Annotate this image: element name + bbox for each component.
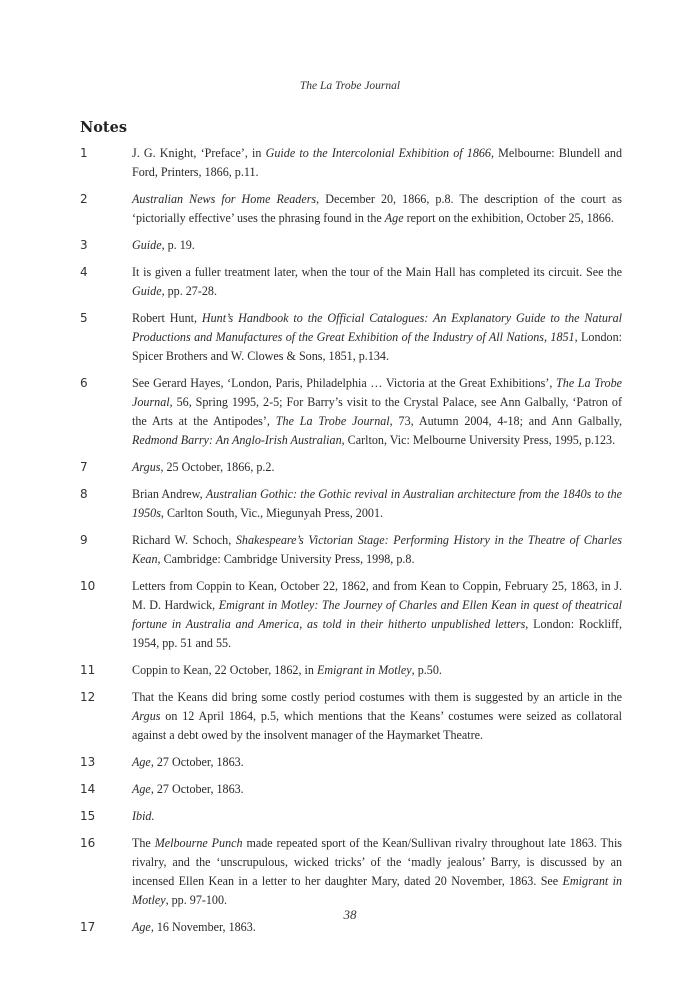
note-text-italic: The La Trobe Journal bbox=[275, 414, 390, 428]
note-number: 3 bbox=[80, 238, 88, 252]
note-text-span: , Melbourne: Blundell and Ford, Printers, 1866, p.11. bbox=[132, 146, 622, 179]
note-text-span: See Gerard Hayes, ‘London, Paris, Philadelphia … Victoria at the Great Exhibitions’, bbox=[132, 376, 557, 390]
note-text bbox=[132, 263, 622, 301]
note-number: 10 bbox=[80, 579, 96, 593]
note-text bbox=[132, 753, 622, 772]
note-text-italic: The La Trobe Journal bbox=[132, 376, 622, 409]
note-number: 4 bbox=[80, 265, 88, 279]
note-text-span: , December 20, 1866, p.8. The description of the court as ‘pictorially effective’ uses the phrasing found in the bbox=[132, 192, 622, 225]
note-text-span: , Carlton, Vic: Melbourne University Press, 1995, p.123. bbox=[341, 433, 616, 447]
page-number: 38 bbox=[343, 907, 357, 922]
note-number: 11 bbox=[80, 663, 96, 677]
note-number: 7 bbox=[80, 460, 88, 474]
note-item bbox=[80, 661, 622, 680]
note-text-italic: Age bbox=[384, 211, 404, 225]
note-text-italic: Argus bbox=[132, 460, 161, 474]
note-text-span: The bbox=[132, 836, 155, 850]
note-text-span: , pp. 27-28. bbox=[161, 284, 217, 298]
note-text-span: made repeated sport of the Kean/Sullivan rivalry throughout late 1863. This rivalry, and the ‘unscrupulous, wicked tricks’ of the ‘madly jealous’ Barry, is discussed by an incensed Ellen Kean in a letter to her daughter Mary, dated 20 November, 1863. See bbox=[132, 836, 623, 888]
note-number: 17 bbox=[80, 920, 96, 934]
note-item bbox=[80, 531, 622, 569]
note-number: 13 bbox=[80, 755, 96, 769]
note-text-span: , London: Rockliff, 1954, pp. 51 and 55. bbox=[132, 617, 622, 650]
note-text bbox=[132, 531, 622, 569]
notes-list bbox=[80, 144, 622, 945]
note-text bbox=[132, 577, 622, 653]
note-text-span: That the Keans did bring some costly period costumes with them is suggested by an article in the bbox=[132, 690, 622, 704]
note-item bbox=[80, 190, 622, 228]
note-item bbox=[80, 688, 622, 745]
note-text bbox=[132, 190, 622, 228]
note-item bbox=[80, 807, 622, 826]
note-text-span: on 12 April 1864, p.5, which mentions that the Keans’ costumes were seized as collatoral against a debt owed by the insolvent manager of the Haymarket Theatre. bbox=[132, 709, 622, 742]
note-item bbox=[80, 780, 622, 799]
note-item bbox=[80, 144, 622, 182]
note-text-italic: Guide bbox=[132, 238, 162, 252]
note-text-span: Coppin to Kean, 22 October, 1862, in bbox=[132, 663, 317, 677]
note-text-span: , p. 19. bbox=[161, 238, 195, 252]
notes-heading: Notes bbox=[80, 119, 128, 136]
note-text-italic: Guide to the Intercolonial Exhibition of 1866 bbox=[265, 146, 491, 160]
note-text-span: , 27 October, 1863. bbox=[150, 782, 244, 796]
note-item bbox=[80, 485, 622, 523]
note-number: 2 bbox=[80, 192, 88, 206]
note-number: 12 bbox=[80, 690, 96, 704]
note-text-span: , London: Spicer Brothers and W. Clowes & Sons, 1851, p.134. bbox=[132, 330, 623, 363]
note-item bbox=[80, 263, 622, 301]
note-text-span: , Cambridge: Cambridge University Press, 1998, p.8. bbox=[157, 552, 415, 566]
note-text-italic: Emigrant in Motley: The Journey of Charles and Ellen Kean in quest of theatrical fortune in Australia and America, as told in their hitherto unpublished letters bbox=[132, 598, 622, 631]
note-text-span: , Carlton South, Vic., Miegunyah Press, 2001. bbox=[160, 506, 384, 520]
note-text-italic: Age bbox=[132, 782, 151, 796]
note-text-italic: Age bbox=[132, 920, 151, 934]
note-text-italic: Emigrant in Motley bbox=[316, 663, 412, 677]
note-text-italic: Shakespeare’s Victorian Stage: Performing History in the Theatre of Charles Kean bbox=[132, 533, 622, 566]
note-text-span: It is given a fuller treatment later, when the tour of the Main Hall has completed its circuit. See the bbox=[132, 265, 622, 279]
note-text-span: Letters from Coppin to Kean, October 22, 1862, and from Kean to Coppin, February 25, 1863, in J. M. D. Hardwick, bbox=[132, 579, 622, 612]
note-text bbox=[132, 374, 622, 450]
note-text-italic: Guide bbox=[132, 284, 162, 298]
note-item bbox=[80, 753, 622, 772]
note-text-italic: Ibid. bbox=[132, 809, 155, 823]
note-number: 1 bbox=[80, 146, 88, 160]
note-text-span: , 27 October, 1863. bbox=[150, 755, 244, 769]
note-text-span: J. G. Knight, ‘Preface’, in bbox=[132, 146, 266, 160]
note-item bbox=[80, 458, 622, 477]
note-text-italic: Argus bbox=[132, 709, 161, 723]
note-number: 15 bbox=[80, 809, 96, 823]
note-item bbox=[80, 834, 622, 910]
note-text-italic: Age bbox=[132, 755, 151, 769]
note-text-span: , 56, Spring 1995, 2-5; For Barry’s visit to the Crystal Palace, see Ann Galbally, ‘Patron of the Arts at the Antipodes’, bbox=[132, 395, 622, 428]
note-text bbox=[132, 688, 622, 745]
note-text bbox=[132, 485, 622, 523]
note-text-italic: Australian News for Home Readers bbox=[132, 192, 317, 206]
note-text bbox=[132, 661, 622, 680]
note-number: 9 bbox=[80, 533, 88, 547]
note-text bbox=[132, 144, 622, 182]
note-text bbox=[132, 309, 622, 366]
running-head: The La Trobe Journal bbox=[299, 80, 401, 92]
note-number: 14 bbox=[80, 782, 96, 796]
note-item bbox=[80, 577, 622, 653]
note-text-span: Robert Hunt, bbox=[132, 311, 202, 325]
note-text-italic: Redmond Barry: An Anglo-Irish Australian bbox=[132, 433, 342, 447]
note-text-italic: Melbourne Punch bbox=[154, 836, 243, 850]
note-text bbox=[132, 834, 622, 910]
note-item bbox=[80, 236, 622, 255]
note-text-span: , 16 November, 1863. bbox=[150, 920, 256, 934]
note-text-span: , 73, Autumn 2004, 4-18; and Ann Galbally, bbox=[389, 414, 622, 428]
note-number: 8 bbox=[80, 487, 88, 501]
note-text-italic: Emigrant in Motley bbox=[132, 874, 623, 907]
note-text bbox=[132, 780, 622, 799]
note-number: 5 bbox=[80, 311, 88, 325]
note-text bbox=[132, 236, 622, 255]
note-item bbox=[80, 374, 622, 450]
note-item bbox=[80, 309, 622, 366]
note-text-span: , pp. 97-100. bbox=[165, 893, 228, 907]
note-text-span: Richard W. Schoch, bbox=[132, 533, 236, 547]
note-text bbox=[132, 458, 622, 477]
note-text bbox=[132, 807, 622, 826]
note-text-span: , 25 October, 1866, p.2. bbox=[160, 460, 275, 474]
note-text-span: report on the exhibition, October 25, 1866. bbox=[403, 211, 614, 225]
note-text-span: , p.50. bbox=[411, 663, 442, 677]
note-number: 6 bbox=[80, 376, 88, 390]
note-text-italic: Australian Gothic: the Gothic revival in Australian architecture from the 1840s to the 1950s bbox=[132, 487, 622, 520]
note-number: 16 bbox=[80, 836, 96, 850]
note-text-italic: Hunt’s Handbook to the Official Catalogues: An Explanatory Guide to the Natural Productions and Manufactures of the Great Exhibition of the Industry of All Nations, 1851 bbox=[132, 311, 622, 344]
note-text-span: Brian Andrew, bbox=[132, 487, 206, 501]
